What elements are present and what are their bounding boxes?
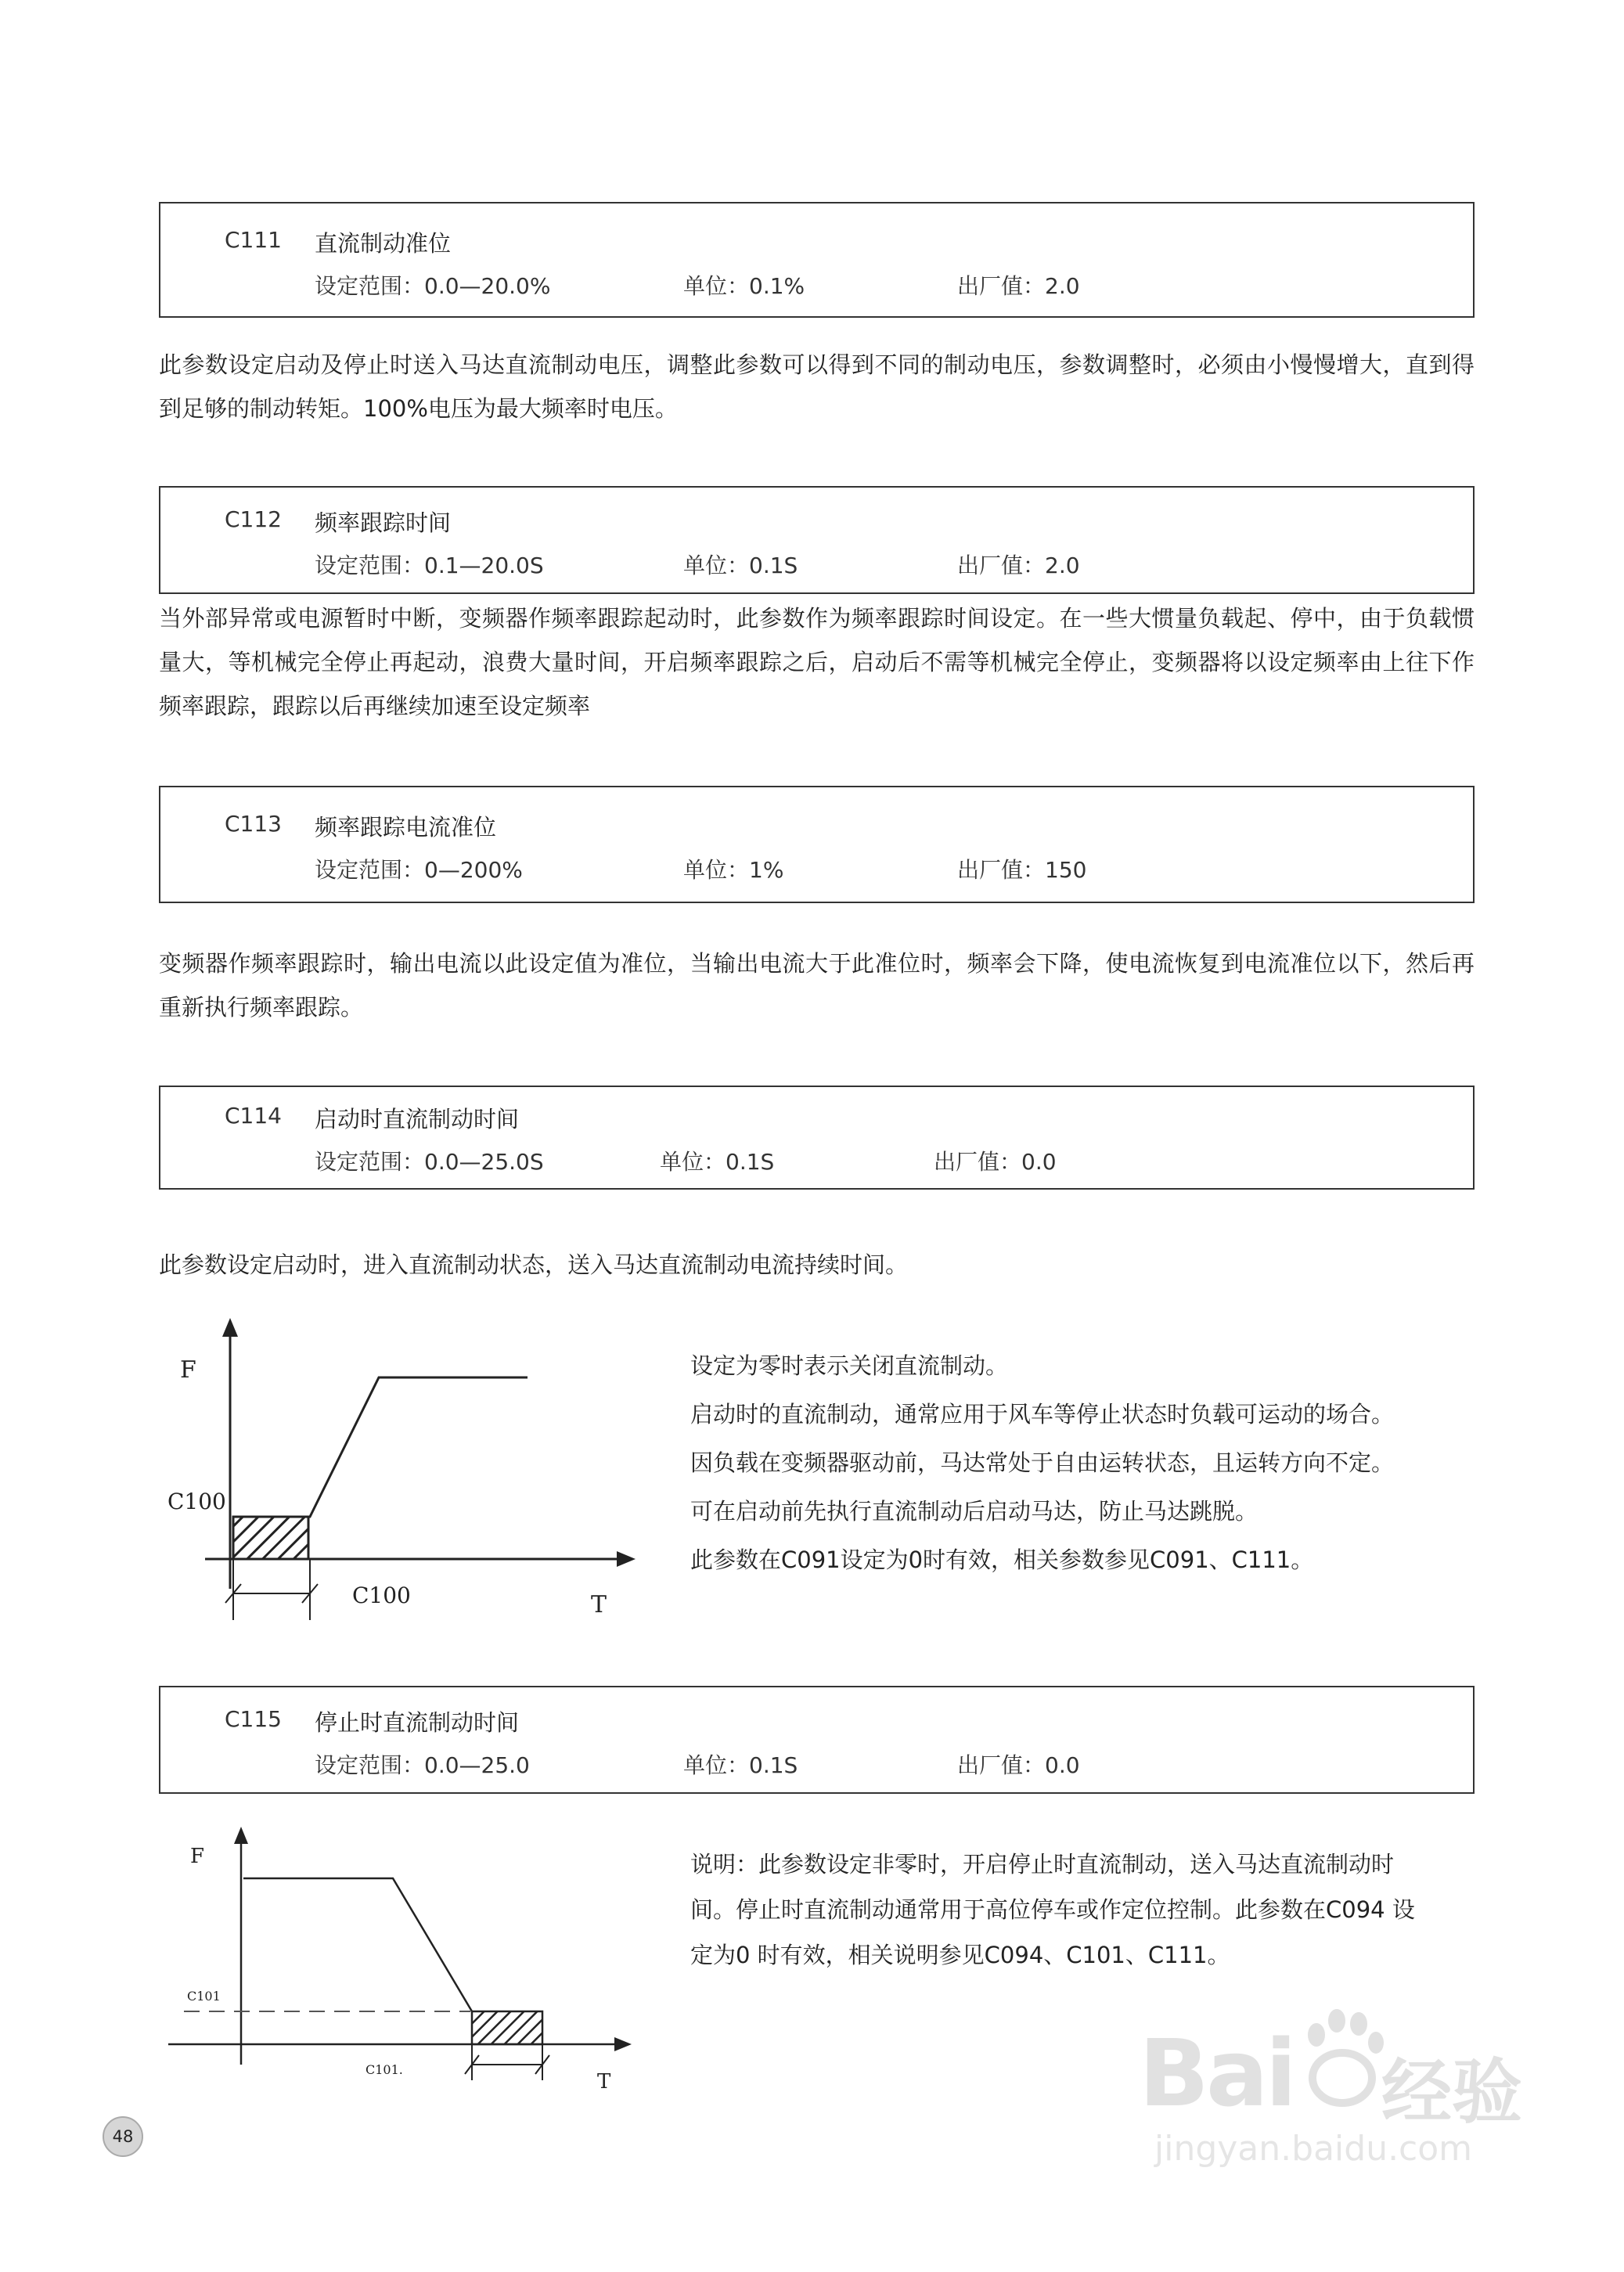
param-unit: 单位：0.1S	[683, 553, 798, 578]
param-box-c112	[159, 486, 1475, 594]
watermark-brand-cn: 经验	[1381, 2051, 1522, 2133]
param-name: 直流制动准位	[315, 230, 452, 257]
param-range: 设定范围：0.0—25.0	[315, 1752, 530, 1778]
param-box-c111	[159, 202, 1475, 318]
y-axis-label: F	[190, 1845, 205, 1868]
param-range: 设定范围：0.0—20.0%	[315, 273, 551, 299]
param-name: 频率跟踪电流准位	[315, 814, 497, 841]
paw-icon	[1299, 2004, 1385, 2121]
y-axis-label: F	[180, 1356, 196, 1384]
param-default: 出厂值：150	[957, 857, 1087, 883]
param-unit: 单位：1%	[683, 857, 784, 883]
watermark-brand: Bai	[1139, 2019, 1295, 2127]
param-unit: 单位：0.1S	[660, 1149, 775, 1175]
c115-notes	[690, 1842, 1415, 1978]
param-code: C114	[225, 1103, 282, 1129]
note-line: 说明：此参数设定非零时，开启停止时直流制动，送入马达直流制动时	[690, 1851, 1395, 1878]
param-code: C113	[225, 811, 282, 837]
param-name: 频率跟踪时间	[315, 509, 452, 536]
param-box-c115	[159, 1686, 1475, 1794]
c114-notes	[690, 1341, 1394, 1584]
x-axis-label: T	[597, 2070, 611, 2094]
param-range: 设定范围：0—200%	[315, 857, 523, 883]
note-line: 启动时的直流制动，通常应用于风车等停止状态时负载可运动的场合。	[690, 1401, 1395, 1428]
param-code: C111	[225, 227, 282, 253]
param-name: 停止时直流制动时间	[315, 1709, 520, 1736]
param-default: 出厂值：0.0	[957, 1752, 1080, 1778]
param-default: 出厂值：0.0	[934, 1149, 1057, 1175]
param-default: 出厂值：2.0	[957, 273, 1080, 299]
param-range: 设定范围：0.1—20.0S	[315, 553, 544, 578]
param-name: 启动时直流制动时间	[315, 1106, 520, 1132]
note-line: 定为0 时有效，相关说明参见C094、C101、C111。	[690, 1942, 1230, 1968]
paragraph-c111: 此参数设定启动及停止时送入马达直流制动电压，调整此参数可以得到不同的制动电压，参数调整时，必须由小慢慢增大，直到得到足够的制动转矩。100%电压为最大频率时电压。	[159, 351, 1475, 422]
param-code: C115	[225, 1706, 282, 1732]
page-number: 48	[103, 2116, 143, 2157]
note-line: 可在启动前先执行直流制动后启动马达，防止马达跳脱。	[690, 1498, 1259, 1525]
param-unit: 单位：0.1%	[683, 273, 805, 299]
baidu-watermark	[1139, 2004, 1546, 2176]
note-line: 设定为零时表示关闭直流制动。	[690, 1352, 1009, 1379]
dc-brake-stop-diagram	[160, 1816, 661, 2105]
level-label: C100	[167, 1489, 226, 1514]
param-unit: 单位：0.1S	[683, 1752, 798, 1778]
note-line: 此参数在C091设定为0时有效，相关参数参见C091、C111。	[690, 1546, 1314, 1573]
param-default: 出厂值：2.0	[957, 553, 1080, 578]
watermark-url: jingyan.baidu.com	[1154, 2129, 1473, 2169]
x-axis-label: T	[591, 1591, 607, 1618]
param-box-c113	[159, 786, 1475, 903]
level-label: C101	[187, 1989, 221, 2004]
dc-brake-start-diagram	[157, 1307, 657, 1636]
time-label: C100	[352, 1582, 411, 1608]
paragraph-c112: 当外部异常或电源暂时中断，变频器作频率跟踪起动时，此参数作为频率跟踪时间设定。在一些大惯量负载起、停中，由于负载惯量大，等机械完全停止再起动，浪费大量时间，开启频率跟踪之后，启动后不需等机械完全停止，变频器将以设定频率由上往下作频率跟踪，跟踪以后再继续加速至设定频率	[159, 605, 1475, 719]
param-range: 设定范围：0.0—25.0S	[315, 1149, 544, 1175]
param-box-c114	[159, 1086, 1475, 1190]
param-code: C112	[225, 506, 282, 532]
time-label: C101.	[365, 2062, 403, 2077]
paragraph-c113: 变频器作频率跟踪时，输出电流以此设定值为准位，当输出电流大于此准位时，频率会下降，使电流恢复到电流准位以下，然后再重新执行频率跟踪。	[159, 950, 1475, 1021]
paragraph-c114: 此参数设定启动时，进入直流制动状态，送入马达直流制动电流持续时间。	[159, 1251, 909, 1278]
note-line: 因负载在变频器驱动前，马达常处于自由运转状态，且运转方向不定。	[690, 1449, 1395, 1476]
note-line: 间。停止时直流制动通常用于高位停车或作定位控制。此参数在C094 设	[690, 1896, 1415, 1923]
